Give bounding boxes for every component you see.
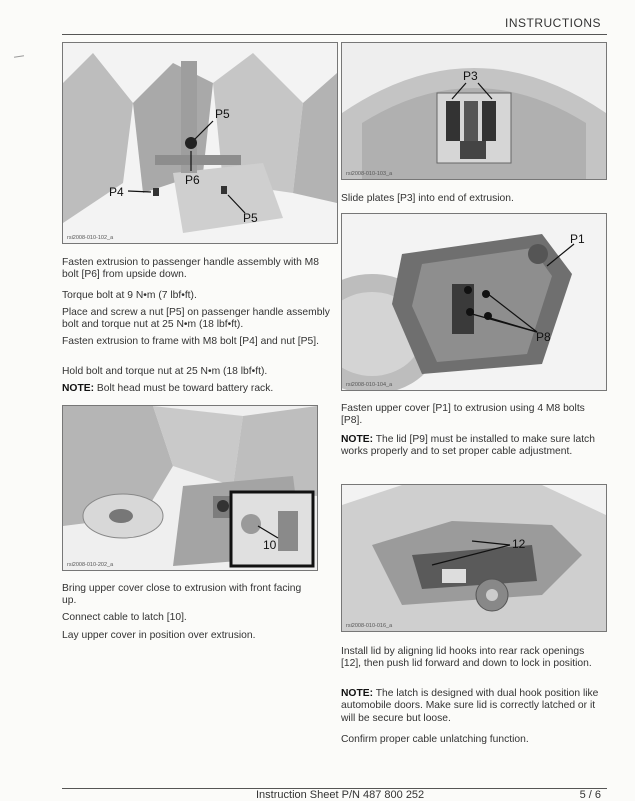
left-step-1: Fasten extrusion to passenger handle assembly with M8 bolt [P6] from upside down. (62, 257, 319, 281)
left-step-2: Torque bolt at 9 N•m (7 lbf•ft). (62, 290, 197, 301)
note-1-label: NOTE: (62, 383, 95, 394)
note-2-text: The lid [P9] must be installed to make sure latch works properly and to set proper cable adjustment. (341, 434, 595, 458)
figure-2 (62, 405, 318, 571)
callout-p6: P6 (185, 173, 200, 187)
section-title: INSTRUCTIONS (505, 16, 601, 30)
callout-p4: P4 (109, 185, 124, 199)
left-step-6: Bring upper cover close to extrusion with front facing up. (62, 583, 302, 607)
fold-mark (14, 55, 24, 57)
left-step-3: Place and screw a nut [P5] on passenger handle assembly bolt and torque nut at 25 N•m (18 lbf•ft). (62, 307, 330, 331)
header-rule (62, 34, 607, 35)
figure-5 (341, 484, 607, 632)
figure-5-illustration (342, 485, 606, 631)
callout-p5-bottom: P5 (243, 211, 258, 225)
note-3 (341, 688, 605, 725)
note-1-text: Bolt head must be toward battery rack. (96, 383, 274, 394)
callout-p1: P1 (570, 232, 585, 246)
figure-2-illustration (63, 406, 317, 570)
caption-slide-plates: Slide plates [P3] into end of extrusion. (341, 193, 514, 204)
callout-p8: P8 (536, 330, 551, 344)
para-confirm-cable: Confirm proper cable unlatching function. (341, 734, 529, 745)
left-step-5: Hold bolt and torque nut at 25 N•m (18 lbf•ft). (62, 366, 268, 377)
note-2-label: NOTE: (341, 434, 374, 445)
callout-p5-top: P5 (215, 107, 230, 121)
footer-doc-number: Instruction Sheet P/N 487 800 252 (256, 789, 425, 801)
left-step-4: Fasten extrusion to frame with M8 bolt [P4] and nut [P5]. (62, 336, 319, 347)
footer-page-number: 5 / 6 (579, 789, 601, 801)
note-3-text: The latch is designed with dual hook position like automobile doors. Make sure lid is correctly latched or it will be secure but loose. (341, 688, 599, 724)
figure-3 (341, 42, 607, 180)
figure-2-id: rsi2008-010-202_a (67, 562, 114, 568)
figure-3-illustration (342, 43, 606, 179)
note-1 (62, 383, 336, 395)
left-step-7: Connect cable to latch [10]. (62, 612, 187, 623)
figure-1 (62, 42, 338, 244)
figure-4-id: rsi2008-010-104_a (346, 382, 393, 388)
figure-5-id: rsi2008-010-016_a (346, 623, 393, 629)
figure-1-id: rsi2008-010-102_a (67, 235, 114, 241)
figure-4-illustration (342, 214, 606, 390)
note-2 (341, 434, 605, 459)
para-install-lid: Install lid by aligning lid hooks into rear rack openings [12], then push lid forward and down to lock in position. (341, 646, 592, 670)
callout-12: 12 (512, 537, 526, 551)
callout-10: 10 (263, 538, 277, 552)
figure-1-illustration (63, 43, 337, 243)
left-step-8: Lay upper cover in position over extrusion. (62, 630, 256, 641)
figure-3-id: rsi2008-010-103_a (346, 171, 393, 177)
figure-4 (341, 213, 607, 391)
para-fasten-upper-cover: Fasten upper cover [P1] to extrusion using 4 M8 bolts [P8]. (341, 403, 585, 427)
callout-p3: P3 (463, 69, 478, 83)
note-3-label: NOTE: (341, 688, 374, 699)
